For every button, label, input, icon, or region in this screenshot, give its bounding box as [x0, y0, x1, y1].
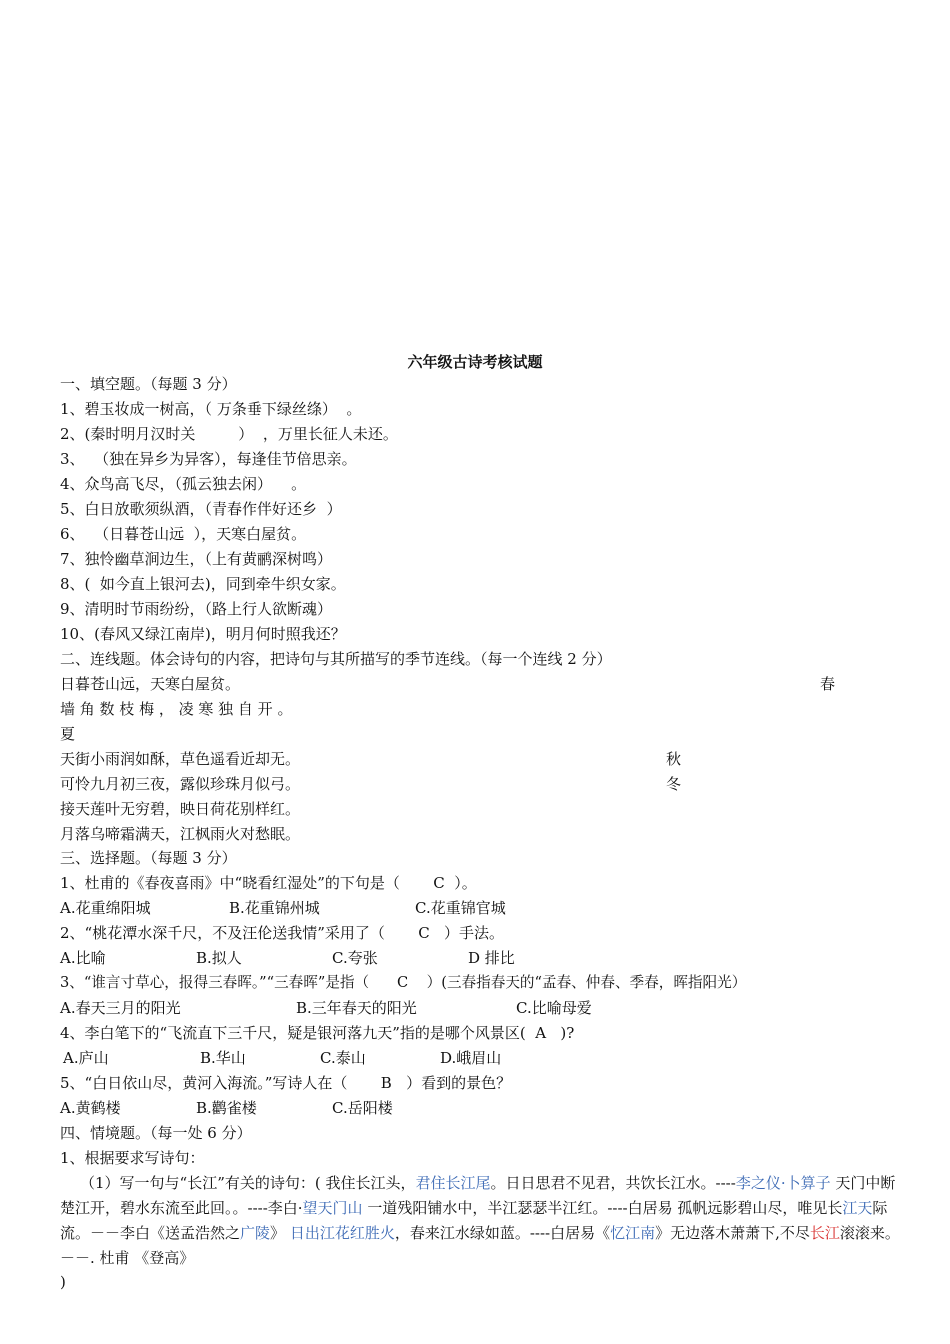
answer-segment: 李之仪·卜算子 — [735, 1174, 831, 1192]
q3-option-a: A.春天三月的阳光 — [60, 999, 181, 1017]
answer-segment: 君住长江尾 — [415, 1174, 491, 1192]
answer-segment: 际流。－－李白《送孟浩然之 — [60, 1199, 888, 1242]
fill-item-7: 7、独怜幽草涧边生，（上有黄鹂深树鸣） — [60, 550, 333, 568]
answer-segment: 》无边落木萧萧下,不尽 — [655, 1224, 810, 1242]
q5-option-c: C.岳阳楼 — [332, 1099, 393, 1117]
fill-item-2: 2、(秦时明月汉时关 ） ，万里长征人未还。 — [60, 425, 398, 443]
match-line-5: 接天莲叶无穷碧，映日荷花别样红。 — [60, 800, 301, 818]
section3-header: 三、选择题。（每题 3 分） — [60, 849, 237, 867]
answer-segment: ，春来江水绿如蓝。----白居易《 — [394, 1224, 611, 1242]
answer-segment: 广陵 — [240, 1224, 271, 1242]
q4-option-d: D.峨眉山 — [440, 1049, 502, 1067]
match-line-1: 日暮苍山远，天寒白屋贫。 — [60, 675, 241, 693]
answer-segment: 》 — [270, 1224, 290, 1242]
fill-item-10: 10、(春风又绿江南岸)，明月何时照我还？ — [60, 625, 346, 643]
q5-option-b: B.鹳雀楼 — [196, 1099, 257, 1117]
season-spring: 春 — [820, 675, 836, 693]
q4-option-a: A.庐山 — [63, 1049, 109, 1067]
season-autumn: 秋 — [666, 750, 682, 768]
fill-item-3: 3、 （独在异乡为异客），每逢佳节倍思亲。 — [60, 450, 357, 468]
fill-item-8: 8、( 如今直上银河去)，同到牵牛织女家。 — [60, 575, 346, 593]
question-2: 2、“桃花潭水深千尺，不及汪伦送我情”采用了（ C ）手法。 — [60, 924, 505, 942]
season-summer: 夏 — [60, 725, 76, 743]
section4-subheader: 1、根据要求写诗句： — [60, 1149, 205, 1167]
q2-option-a: A.比喻 — [60, 949, 106, 967]
q2-option-b: B.拟人 — [196, 949, 242, 967]
q3-option-c: C.比喻母爱 — [516, 999, 592, 1017]
section2-header: 二、连线题。体会诗句的内容，把诗句与其所描写的季节连线。（每一个连线 2 分） — [60, 650, 612, 668]
q1-option-c: C.花重锦官城 — [415, 899, 506, 917]
match-line-6: 月落乌啼霜满天，江枫雨火对愁眠。 — [60, 825, 301, 843]
q4-option-b: B.华山 — [200, 1049, 246, 1067]
answer-segment: 一道残阳铺水中，半江瑟瑟半江红。----白居易 孤帆远影碧山尽，唯见长 — [362, 1199, 843, 1217]
q2-option-d: D 排比 — [468, 949, 515, 967]
answer-segment: 忆江南 — [610, 1224, 656, 1242]
match-line-2: 墙 角 数 枝 梅 ， 凌 寒 独 自 开 。 — [60, 700, 293, 718]
match-line-3: 天街小雨润如酥，草色遥看近却无。 — [60, 750, 301, 768]
question-1: 1、杜甫的《春夜喜雨》中“晓看红湿处”的下句是（ C ）。 — [60, 874, 477, 892]
fill-item-6: 6、 （日暮苍山远 ），天寒白屋贫。 — [60, 525, 307, 543]
poem-answer-paragraph — [60, 1171, 910, 1271]
q5-option-a: A.黄鹤楼 — [60, 1099, 121, 1117]
q1-option-a: A.花重绵阳城 — [60, 899, 151, 917]
q3-option-b: B.三年春天的阳光 — [296, 999, 417, 1017]
q4-option-c: C.泰山 — [320, 1049, 366, 1067]
answer-segment: 天门中断楚江开，碧水东流至此回。。----李白· — [60, 1174, 896, 1217]
match-line-4: 可怜九月初三夜，露似珍珠月似弓。 — [60, 775, 301, 793]
fill-item-1: 1、碧玉妆成一树高，（ 万条垂下绿丝绦） 。 — [60, 400, 362, 418]
fill-item-4: 4、众鸟高飞尽，（孤云独去闲） 。 — [60, 475, 307, 493]
answer-segment: 江天 — [842, 1199, 873, 1217]
fill-item-5: 5、白日放歌须纵酒，（青春作伴好还乡 ） — [60, 500, 342, 518]
answer-segment: 滚滚来。 －－. 杜甫 《登高》 — [60, 1224, 900, 1267]
answer-segment: （1）写一句与“长江”有关的诗句：( 我住长江头， — [80, 1174, 416, 1192]
season-winter: 冬 — [666, 775, 682, 793]
q2-option-c: C.夸张 — [332, 949, 378, 967]
q1-option-b: B.花重锦州城 — [229, 899, 320, 917]
question-3: 3、“谁言寸草心，报得三春晖。”“三春晖”是指（ C ）(三春指春天的“孟春、仲春、季春，晖指阳光） — [60, 974, 747, 991]
fill-item-9: 9、清明时节雨纷纷，（路上行人欲断魂） — [60, 600, 333, 618]
section1-header: 一、填空题。（每题 3 分） — [60, 375, 237, 393]
answer-segment: 长江 — [809, 1224, 840, 1242]
closing-paren: ) — [60, 1273, 66, 1291]
answer-segment: 日出江花红胜火 — [289, 1224, 395, 1242]
answer-segment: 。日日思君不见君，共饮长江水。---- — [490, 1174, 736, 1192]
page-title: 六年级古诗考核试题 — [407, 353, 543, 371]
question-4: 4、李白笔下的“飞流直下三千尺，疑是银河落九天”指的是哪个风景区( A )? — [60, 1024, 575, 1042]
answer-segment: 望天门山 — [302, 1199, 363, 1217]
question-5: 5、“白日依山尽，黄河入海流。”写诗人在（ B ）看到的景色？ — [60, 1074, 512, 1092]
section4-header: 四、情境题。（每一处 6 分） — [60, 1124, 252, 1142]
